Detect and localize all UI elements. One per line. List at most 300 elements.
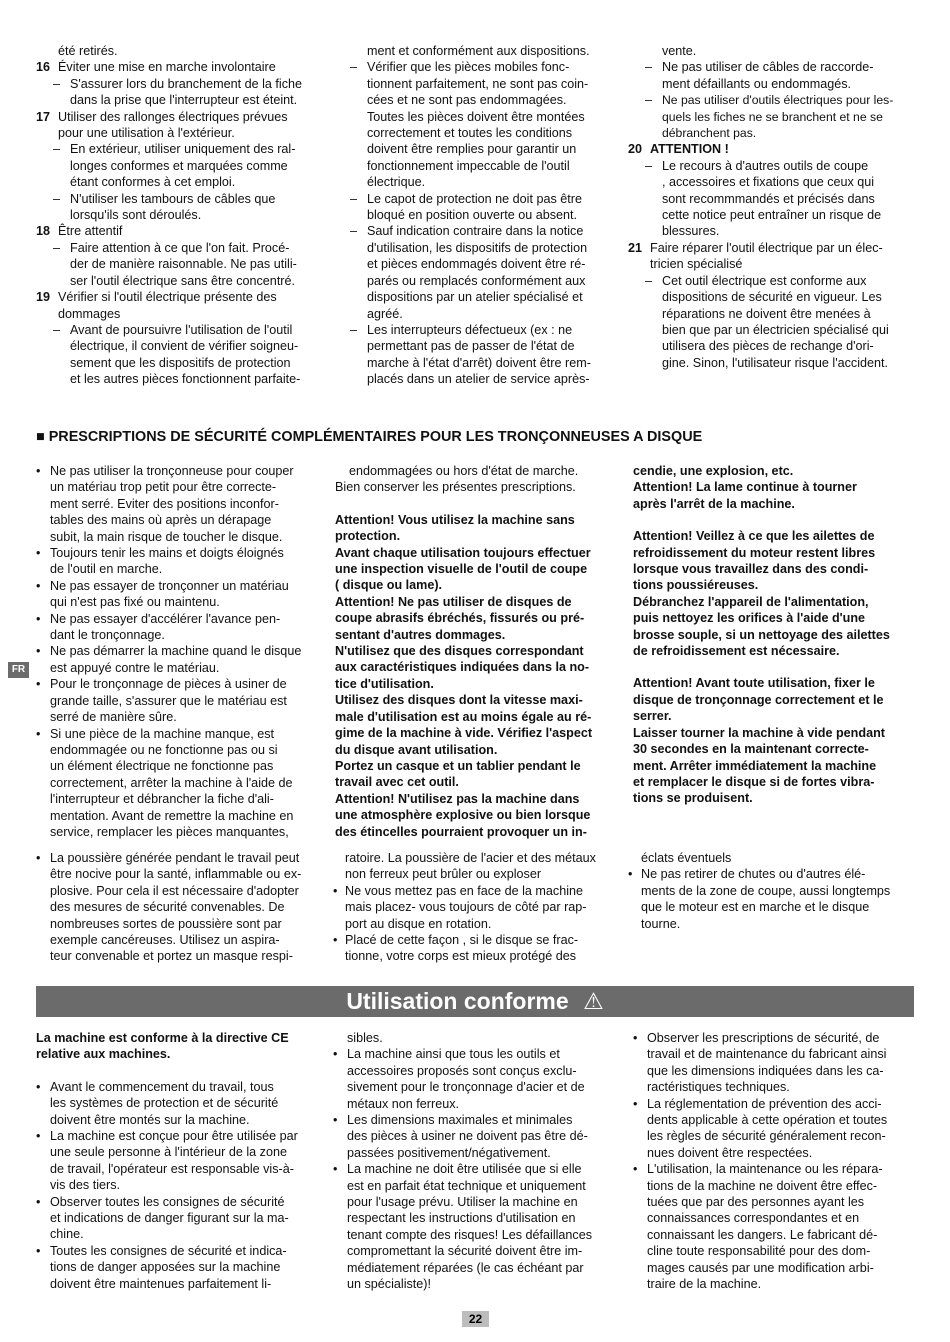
text-line: ment. Arrêter immédiatement la machine	[633, 758, 877, 773]
sub-item	[628, 158, 916, 240]
text-line: d'utilisation, les dispositifs de protection	[367, 240, 588, 255]
text-line: grande taille, s'assurer que le matériau est	[50, 693, 287, 708]
line: ment et conformément aux dispositions.	[367, 44, 590, 58]
dash-icon: –	[350, 191, 358, 206]
text-block	[662, 92, 916, 141]
dash-icon: –	[53, 76, 61, 91]
list-item	[36, 578, 324, 611]
line: été retirés.	[58, 44, 118, 58]
bullet-icon: •	[36, 546, 41, 561]
text-line: 20	[628, 142, 643, 157]
text-line: Ne pas utiliser de câbles de raccorde-	[662, 60, 874, 75]
text-line: N'utiliser les tambours de câbles que	[70, 191, 276, 206]
text-line: serrer.	[633, 709, 672, 724]
text-line: Ne pas utiliser la tronçonneuse pour couper	[50, 464, 294, 478]
text-line: de travail, l'opérateur est responsable vis-à-	[50, 1161, 294, 1176]
sub-item	[628, 92, 916, 141]
text-line: traire de la machine.	[647, 1277, 762, 1292]
text-line: subit, la main risque de toucher le disque.	[50, 529, 283, 544]
text-line: Les dimensions maximales et minimales	[347, 1113, 573, 1128]
text-line: Ne pas essayer de tronçonner un matériau	[50, 578, 289, 593]
text-line: est en parfait état technique et uniquement	[347, 1178, 586, 1193]
text-line: et remplacer le disque si de fortes vibra-	[633, 774, 875, 789]
dash-icon: –	[53, 142, 61, 157]
text-line: pour une utilisation à l'extérieur.	[58, 126, 235, 141]
text-line: La poussière générée pendant le travail peut	[50, 851, 300, 865]
directive-heading	[36, 1030, 324, 1063]
text-block	[50, 578, 324, 611]
text-line: tables des mains où après un dérapage	[50, 513, 272, 528]
text-line: aux caractéristiques indiquées dans la no-	[335, 660, 590, 675]
text-line: travail et de maintenance du fabricant ainsi	[647, 1047, 887, 1062]
text-line: dant le tronçonnage.	[50, 628, 165, 643]
text-line: Ne pas utiliser d'outils électriques pour les-	[662, 93, 894, 108]
text-line: La réglementation de prévention des acci-	[647, 1096, 882, 1111]
text-line: Le recours à d'autres outils de coupe	[662, 158, 869, 173]
square-bullet-icon: ■	[36, 429, 45, 445]
text-line: ratoire. La poussière de l'acier et des métaux	[345, 851, 596, 865]
bullet-icon: •	[333, 1162, 338, 1177]
mid-column-2	[335, 463, 616, 840]
text-line: une inspection visuelle de l'outil de coupe	[335, 562, 588, 577]
list-item	[633, 1096, 914, 1162]
text-block	[58, 289, 324, 322]
text-line: dispositions par un atelier spécialisé et	[367, 290, 583, 305]
warning-paragraph	[335, 643, 616, 692]
text-line: sentant d'autres dommages.	[335, 627, 506, 642]
text-line: agréé.	[367, 306, 403, 321]
text-line: 17	[36, 109, 51, 124]
sub-item	[36, 240, 324, 289]
bullet-icon: •	[633, 1162, 638, 1177]
text-line: male d'utilisation est au moins égale au ré-	[335, 709, 592, 724]
text-block	[347, 1046, 618, 1112]
text-line: longes conformes et marquées comme	[70, 158, 288, 173]
text-block	[662, 59, 916, 92]
item-21	[628, 240, 916, 273]
text-line: Avant le commencement du travail, tous	[50, 1079, 274, 1094]
bullet-icon: •	[36, 464, 41, 478]
low-column-3	[628, 850, 914, 932]
warning-paragraph	[335, 758, 616, 791]
text-line: ractéristiques techniques.	[647, 1080, 790, 1095]
text-line: doivent être remplies pour garantir un	[367, 142, 577, 157]
low-column-2	[333, 850, 618, 965]
list-item	[36, 676, 324, 725]
text-block	[70, 240, 324, 289]
text-block	[345, 932, 618, 965]
text-block	[662, 273, 916, 371]
text-line: Attention! Ne pas utiliser de disques de	[335, 594, 572, 609]
text-line: En extérieur, utiliser uniquement des ral-	[70, 142, 296, 157]
text-line: Si une pièce de la machine manque, est	[50, 726, 275, 741]
warning-paragraph	[633, 725, 914, 807]
text-line: ment défaillants ou endommagés.	[662, 76, 852, 91]
text-line: dommages	[58, 306, 121, 321]
text-line: parés ou remplacés conformément aux	[367, 273, 586, 288]
text-line: ments de la zone de coupe, aussi longtemps	[641, 883, 891, 898]
list-item	[633, 1161, 914, 1292]
text-line: endommagée ou ne fonctionne pas ou si	[50, 742, 278, 757]
text-line: exemple cancéreuses. Utilisez un aspira-	[50, 933, 280, 948]
text-line: un spécialiste)!	[347, 1277, 431, 1292]
text-line: tionnent parfaitement, ne sont pas coin-	[367, 76, 589, 91]
bottom-column-2	[333, 1030, 618, 1293]
text-line: permettant pas de passer de l'état de	[367, 339, 575, 354]
text-block	[647, 1030, 914, 1096]
text-block	[50, 463, 324, 545]
text-line: compromettant la sécurité doivent être im-	[347, 1244, 583, 1259]
text-line: est appuyé contre le matériau.	[50, 660, 220, 675]
text-line: quels les fiches ne se branchent et ne se	[662, 109, 883, 124]
text-line: La machine est conçue pour être utilisée par	[50, 1129, 298, 1144]
text-line: une seule personne à l'intérieur de la zone	[50, 1145, 287, 1160]
text-line: Ne pas essayer d'accélérer l'avance pen-	[50, 611, 281, 626]
text-line: dents applicable à cette opération et toutes	[647, 1113, 888, 1128]
list-item	[633, 1030, 914, 1096]
text-line: Toutes les pièces doivent être montées	[367, 109, 585, 124]
sub-item	[36, 191, 324, 224]
mid-column-3	[633, 463, 914, 807]
text-line: électrique.	[367, 175, 426, 190]
text-line: Avant chaque utilisation toujours effectuer	[335, 545, 591, 560]
text-block	[50, 611, 324, 644]
top-column-1	[36, 43, 324, 388]
text-line: puis nettoyez les orifices à l'aide d'une	[633, 611, 866, 626]
list-item	[36, 611, 324, 644]
bullet-icon: •	[36, 644, 41, 659]
sub-item	[628, 59, 916, 92]
text-line: sivement pour le tronçonnage d'acier et de	[347, 1080, 585, 1095]
text-line: teur convenable et portez un masque respi-	[50, 949, 293, 964]
text-block	[345, 883, 618, 932]
text-line: pour l'usage prévu. Utiliser la machine en	[347, 1195, 578, 1210]
line: sibles.	[347, 1031, 383, 1045]
text-line: lorsqu'ils sont déroulés.	[70, 208, 202, 223]
text-line: placés dans un atelier de service après-	[367, 372, 590, 387]
text-line: protection.	[335, 529, 401, 544]
text-block	[50, 643, 324, 676]
text-line: non ferreux peut brûler ou exploser	[345, 867, 542, 882]
text-line: que le moteur est en marche et le disque	[641, 900, 870, 915]
warning-paragraph	[335, 545, 616, 594]
text-line: Cet outil électrique est conforme aux	[662, 273, 867, 288]
text-line: 21	[628, 240, 643, 255]
text-line: blessures.	[662, 224, 720, 239]
top-column-2	[333, 43, 621, 388]
text-block	[58, 109, 324, 142]
text-line: Ne vous mettez pas en face de la machine	[345, 883, 584, 898]
text-line: Observer les prescriptions de sécurité, de	[647, 1031, 880, 1045]
text-block	[50, 1194, 324, 1243]
text-line: Utiliser des rallonges électriques prévues	[58, 109, 288, 124]
text-line: de l'outil en marche.	[50, 562, 163, 577]
text-line: Portez un casque et un tablier pendant le	[335, 758, 581, 773]
text-line: mages causés par une modification arbi-	[647, 1260, 874, 1275]
text-line: bloqué en position ouverte ou absent.	[367, 208, 578, 223]
text-line: gine. Sinon, l'utilisateur risque l'accident.	[662, 355, 889, 370]
text-line: Utilisez des disques dont la vitesse maxi-	[335, 693, 583, 708]
list-item	[36, 1128, 324, 1194]
text-line: La machine est conforme à la directive CE	[36, 1031, 289, 1045]
text-line: ment serré. Eviter des positions inconfor-	[50, 496, 279, 511]
text-line: réparations ne doivent être menées à	[662, 306, 871, 321]
text-line: tions poussiéreuses.	[633, 578, 759, 593]
text-line: Le capot de protection ne doit pas être	[367, 191, 582, 206]
text-line: ( disque ou lame).	[335, 578, 443, 593]
list-item	[36, 1243, 324, 1292]
text-line: Vérifier si l'outil électrique présente des	[58, 290, 277, 305]
line: cendie, une explosion, etc.	[633, 464, 794, 478]
text-line: Toutes les consignes de sécurité et indica-	[50, 1243, 287, 1258]
text-line: 19	[36, 290, 51, 305]
bullet-icon: •	[633, 1031, 638, 1045]
text-line: de refroidissement est nécessaire.	[633, 644, 840, 659]
bottom-column-3	[633, 1030, 914, 1293]
text-line: Attention! Vous utilisez la machine sans	[335, 512, 575, 527]
text-line: tuées que par des personnes ayant les	[647, 1195, 865, 1210]
dash-icon: –	[645, 273, 653, 288]
text-line: sement que les dispositifs de protection	[70, 355, 291, 370]
text-line: tenant compte des risques! Les défaillances	[347, 1227, 593, 1242]
text-block	[650, 240, 916, 273]
text-line: tions se produisent.	[633, 791, 753, 806]
text-line: sont recommmandés et précisés dans	[662, 191, 875, 206]
text-line: Attention! N'utilisez pas la machine dans	[335, 791, 580, 806]
text-line: relative aux machines.	[36, 1047, 171, 1062]
text-line: La machine ne doit être utilisée que si elle	[347, 1162, 582, 1177]
text-line: une atmosphère explosive ou bien lorsque	[335, 808, 591, 823]
text-block	[50, 1128, 324, 1194]
text-line: correctement, arrêter la machine à l'aide de	[50, 775, 293, 790]
list-item	[36, 726, 324, 841]
text-line: qui n'est pas fixé ou maintenu.	[50, 595, 220, 610]
text-line: du disque avant utilisation.	[335, 742, 498, 757]
list-item	[36, 463, 324, 545]
text-line: des mesures de sécurité convenables. De	[50, 900, 285, 915]
text-line: L'utilisation, la maintenance ou les répara-	[647, 1162, 883, 1177]
banner-title: Utilisation conforme	[346, 988, 569, 1014]
list-item	[333, 1046, 618, 1112]
text-line: métaux non ferreux.	[347, 1096, 460, 1111]
text-line: der de manière raisonnable. Ne pas utili-	[70, 257, 297, 272]
text-line: tions de danger apposées sur la machine	[50, 1260, 281, 1275]
line: Bien conserver les présentes prescriptions.	[335, 480, 576, 495]
text-line: tourne.	[641, 916, 681, 931]
section-title: PRESCRIPTIONS DE SÉCURITÉ COMPLÉMENTAIRES POUR LES TRONÇONNEUSES A DISQUE	[48, 429, 703, 445]
text-line: et pièces endommagés doivent être ré-	[367, 257, 586, 272]
text-line: électrique, il convient de vérifier soigneu-	[70, 339, 299, 354]
text-block	[647, 1161, 914, 1292]
text-line: Débranchez l'appareil de l'alimentation,	[633, 594, 869, 609]
text-line: gime de la machine à vide. Vérifiez l'aspect	[335, 726, 593, 741]
text-line: connaissances correspondantes et en	[647, 1211, 860, 1226]
item-19	[36, 289, 324, 322]
line: endommagées ou hors d'état de marche.	[349, 464, 579, 478]
top-column-3	[628, 43, 916, 371]
list-item	[36, 850, 324, 965]
warning-paragraph	[633, 528, 914, 594]
text-block	[70, 76, 324, 109]
text-block	[70, 322, 324, 388]
text-line: tionne, votre corps est mieux protégé des	[345, 949, 577, 964]
dash-icon: –	[53, 322, 61, 337]
text-line: accessoires proposés sont conçus exclu-	[347, 1063, 577, 1078]
list-item	[36, 1079, 324, 1128]
sub-item	[36, 76, 324, 109]
dash-icon: –	[645, 93, 653, 108]
text-line: cette notice peut entraîner un risque de	[662, 208, 882, 223]
text-line: des pièces à usiner ne doivent pas être dé-	[347, 1129, 588, 1144]
text-line: N'utilisez que des disques correspondant	[335, 644, 584, 659]
text-line: Avant de poursuivre l'utilisation de l'outil	[70, 322, 293, 337]
text-line: marche à l'état d'arrêt) doivent être rem-	[367, 355, 591, 370]
sub-item	[36, 322, 324, 388]
text-line: cline toute responsabilité pour des dom-	[647, 1244, 871, 1259]
text-line: mentation. Avant de remettre la machine en	[50, 808, 294, 823]
text-line: Attention! Avant toute utilisation, fixer le	[633, 676, 875, 691]
list-item	[333, 1112, 618, 1161]
text-line: passées positivement/négativement.	[347, 1145, 551, 1160]
text-line: que les dimensions indiquées dans les ca-	[647, 1063, 884, 1078]
text-block	[50, 1243, 324, 1292]
text-line: doivent être montés sur la machine.	[50, 1112, 250, 1127]
text-line: Éviter une mise en marche involontaire	[58, 60, 276, 75]
text-block	[367, 59, 621, 190]
list-item	[333, 1161, 618, 1292]
section-heading	[36, 428, 916, 446]
item-17	[36, 109, 324, 142]
text-block	[50, 545, 324, 578]
bullet-icon: •	[36, 1243, 41, 1258]
text-line: tice d'utilisation.	[335, 676, 434, 691]
text-line: service, remplacer les pièces manquantes,	[50, 824, 289, 839]
text-line: Laisser tourner la machine à vide pendant	[633, 725, 885, 740]
text-line: respectant les instructions d'utilisation en	[347, 1211, 576, 1226]
text-line: ATTENTION !	[650, 142, 729, 157]
text-block	[70, 191, 324, 224]
text-line: être nocive pour la santé, inflammable ou ex-	[50, 867, 302, 882]
dash-icon: –	[645, 60, 653, 75]
text-line: Être attentif	[58, 224, 123, 239]
text-block	[367, 191, 621, 224]
bullet-icon: •	[36, 611, 41, 626]
dash-icon: –	[53, 240, 61, 255]
text-line: l'interrupteur et débrancher la fiche d'ali-	[50, 792, 274, 807]
bullet-icon: •	[36, 1194, 41, 1209]
text-line: plosive. Pour cela il est nécessaire d'adopter	[50, 883, 299, 898]
dash-icon: –	[53, 191, 61, 206]
text-line: nues doivent être respectées.	[647, 1145, 813, 1160]
text-block	[70, 141, 324, 190]
line: vente.	[662, 44, 697, 58]
text-line: fonctionnement impeccable de l'outil	[367, 158, 570, 173]
text-line: port au disque en rotation.	[345, 916, 492, 931]
text-line: Observer toutes les consignes de sécurité	[50, 1194, 285, 1209]
list-item	[36, 643, 324, 676]
section-banner	[36, 986, 914, 1017]
warning-paragraph	[335, 791, 616, 840]
sub-item	[333, 191, 621, 224]
text-line: et les autres pièces fonctionnent parfaite-	[70, 372, 301, 387]
sub-item	[333, 322, 621, 388]
text-line: mais placez- vous toujours de côté par rap-	[345, 900, 587, 915]
text-block	[367, 322, 621, 388]
text-line: coupe abrasifs ébréchés, fissurés ou pré-	[335, 611, 585, 626]
text-line: débranchent pas.	[662, 126, 757, 141]
text-line: doivent être maintenues parfaitement li-	[50, 1276, 272, 1291]
item-18	[36, 223, 324, 239]
text-block	[50, 850, 324, 965]
text-line: Ne pas démarrer la machine quand le disque	[50, 644, 302, 659]
text-block	[367, 223, 621, 321]
list-item	[36, 1194, 324, 1243]
text-line: ser l'outil électrique sans être concentré.	[70, 273, 296, 288]
text-line: cées et ne sont pas endommagées.	[367, 93, 567, 108]
dash-icon: –	[350, 322, 358, 337]
bullet-icon: •	[333, 933, 338, 948]
text-line: S'assurer lors du branchement de la fiche	[70, 76, 303, 91]
text-line: bien que par un électricien spécialisé qui	[662, 322, 889, 337]
text-line: refroidissement du moteur restent libres	[633, 545, 876, 560]
mid-column-1	[36, 463, 324, 840]
low-column-1	[36, 850, 324, 965]
text-line: Sauf indication contraire dans la notice	[367, 224, 584, 239]
bullet-icon: •	[333, 1113, 338, 1128]
sub-item	[333, 223, 621, 321]
text-line: les systèmes de protection et de sécurité	[50, 1096, 279, 1111]
text-line: connaissant les dangers. Le fabricant dé-	[647, 1227, 878, 1242]
bullet-icon: •	[36, 677, 41, 692]
text-line: Toujours tenir les mains et doigts éloignés	[50, 546, 284, 561]
sub-item	[628, 273, 916, 371]
text-line: Ne pas retirer de chutes ou d'autres élé-	[641, 867, 866, 882]
text-line: après l'arrêt de la machine.	[633, 496, 795, 511]
text-line: médiatement réparées (le cas échéant par	[347, 1260, 584, 1275]
warning-triangle-icon: ⚠	[583, 988, 604, 1014]
text-line: dispositions de sécurité en vigueur. Les	[662, 290, 882, 305]
text-line: Faire réparer l'outil électrique par un élec-	[650, 240, 883, 255]
list-item	[333, 883, 618, 932]
text-line: chine.	[50, 1227, 84, 1242]
text-block	[347, 1161, 618, 1292]
text-block	[50, 1079, 324, 1128]
text-line: vis des tiers.	[50, 1178, 120, 1193]
bullet-icon: •	[333, 1047, 338, 1062]
text-block	[50, 676, 324, 725]
list-item	[333, 932, 618, 965]
warning-paragraph	[633, 479, 914, 512]
bullet-icon: •	[36, 851, 41, 865]
list-item	[36, 545, 324, 578]
text-line: lorsque vous travaillez dans des condi-	[633, 562, 869, 577]
text-block	[647, 1096, 914, 1162]
text-line: La machine ainsi que tous les outils et	[347, 1047, 560, 1062]
text-line: et indications de danger figurant sur la ma-	[50, 1211, 289, 1226]
text-line: Attention! La lame continue à tourner	[633, 480, 857, 495]
warning-paragraph	[335, 512, 616, 545]
text-line: Pour le tronçonnage de pièces à usiner de	[50, 677, 287, 692]
list-item	[628, 866, 914, 932]
text-line: tions de la machine ne doivent être effec-	[647, 1178, 878, 1193]
bullet-icon: •	[36, 726, 41, 741]
text-line: serré de manière sûre.	[50, 710, 177, 725]
text-line: , accessoires et fixations que ceux qui	[662, 175, 875, 190]
sub-item	[333, 59, 621, 190]
text-line: les règles de sécurité généralement recon-	[647, 1129, 886, 1144]
warning-paragraph	[633, 675, 914, 724]
text-line: 16	[36, 60, 51, 75]
